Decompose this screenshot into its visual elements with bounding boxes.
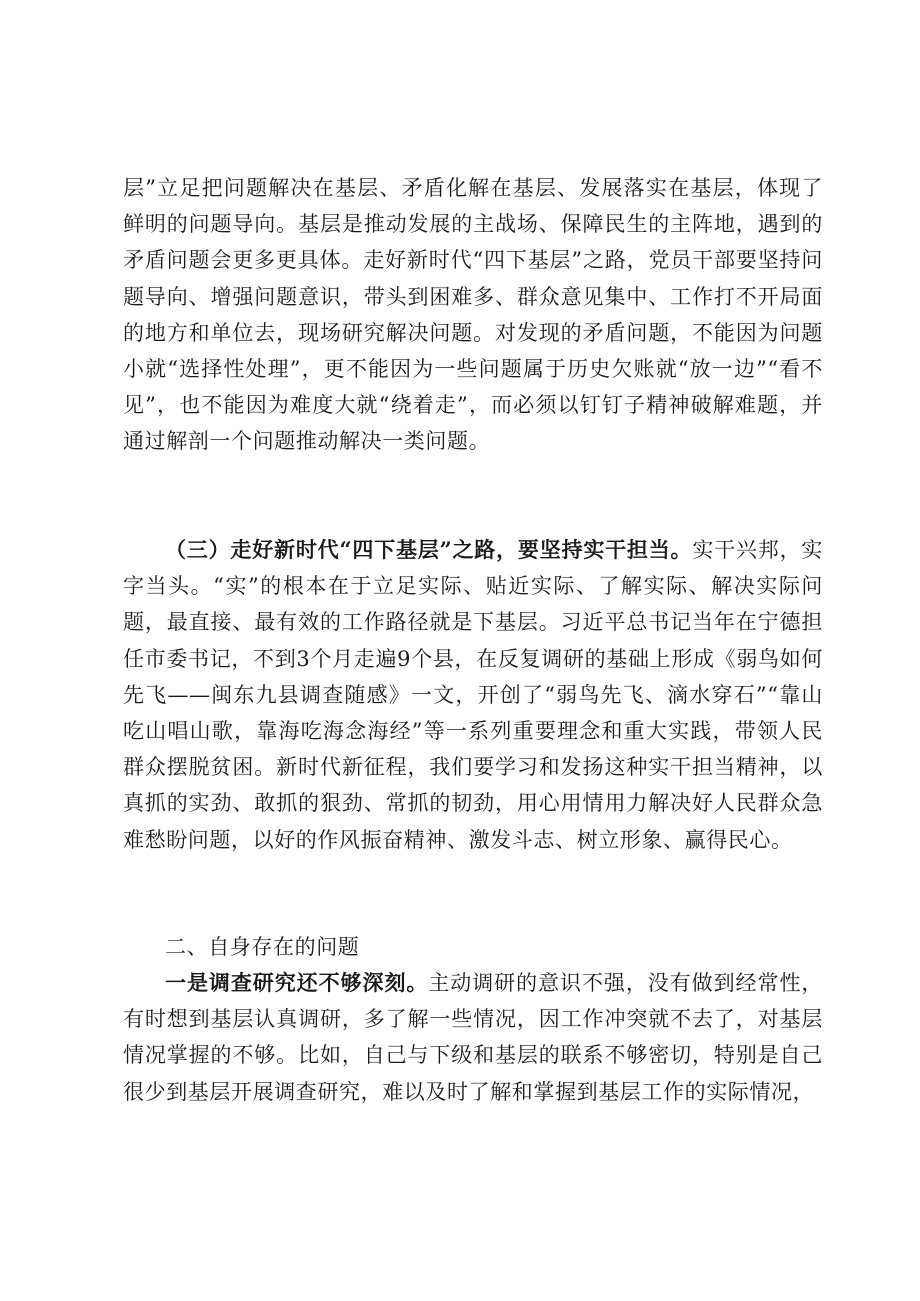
- paragraph-1-block: [123, 170, 823, 460]
- paragraph-3-block: [123, 929, 823, 965]
- problem-1-heading: 一是调查研究还不够深刻。: [165, 970, 429, 995]
- paragraph-4: [123, 965, 823, 1110]
- section-2-heading-text: 二、自身存在的问题: [165, 935, 360, 959]
- paragraph-2-text: 实干兴邦，实字当头。“实”的根本在于立足实际、贴近实际、了解实际、解决实际问题，最直接、最有效的工作路径就是下基层。习近平总书记当年在宁德担任市委书记，不到3个月走遍9个县，在反复调研的基础上形成《弱鸟如何先飞——闽东九县调查随感》一文，开创了“弱鸟先飞、滴水穿石”“靠山吃山唱山歌，靠海吃海念海经”等一系列重要理念和重大实践，带领人民群众摆脱贫困。新时代新征程，我们要学习和发扬这种实干担当精神，以真抓的实劲、敢抓的狠劲、常抓的韧劲，用心用情用力解决好人民群众急难愁盼问题，以好的作风振奋精神、激发斗志、树立形象、赢得民心。: [123, 538, 823, 852]
- paragraph-2: [123, 532, 823, 858]
- paragraph-1: [123, 170, 823, 460]
- paragraph-4-text: 主动调研的意识不强，没有做到经常性，有时想到基层认真调研，多了解一些情况，因工作冲突就不去了，对基层情况掌握的不够。比如，自己与下级和基层的联系不够密切，特别是自己很少到基层开展调查研究，难以及时了解和掌握到基层工作的实际情况，: [123, 971, 823, 1104]
- paragraph-2-block: [123, 532, 823, 858]
- paragraph-4-block: [123, 965, 823, 1110]
- section-3-heading: （三）走好新时代“四下基层”之路，要坚持实干担当。: [165, 537, 693, 562]
- section-2-heading: [123, 929, 823, 965]
- paragraph-1-text: 层”立足把问题解决在基层、矛盾化解在基层、发展落实在基层，体现了鲜明的问题导向。基层是推动发展的主战场、保障民生的主阵地，遇到的矛盾问题会更多更具体。走好新时代“四下基层”之路，党员干部要坚持问题导向、增强问题意识，带头到困难多、群众意见集中、工作打不开局面的地方和单位去，现场研究解决问题。对发现的矛盾问题，不能因为问题小就“选择性处理”，更不能因为一些问题属于历史欠账就“放一边”“看不见”，也不能因为难度大就“绕着走”，而必须以钉钉子精神破解难题，并通过解剖一个问题推动解决一类问题。: [123, 176, 823, 454]
